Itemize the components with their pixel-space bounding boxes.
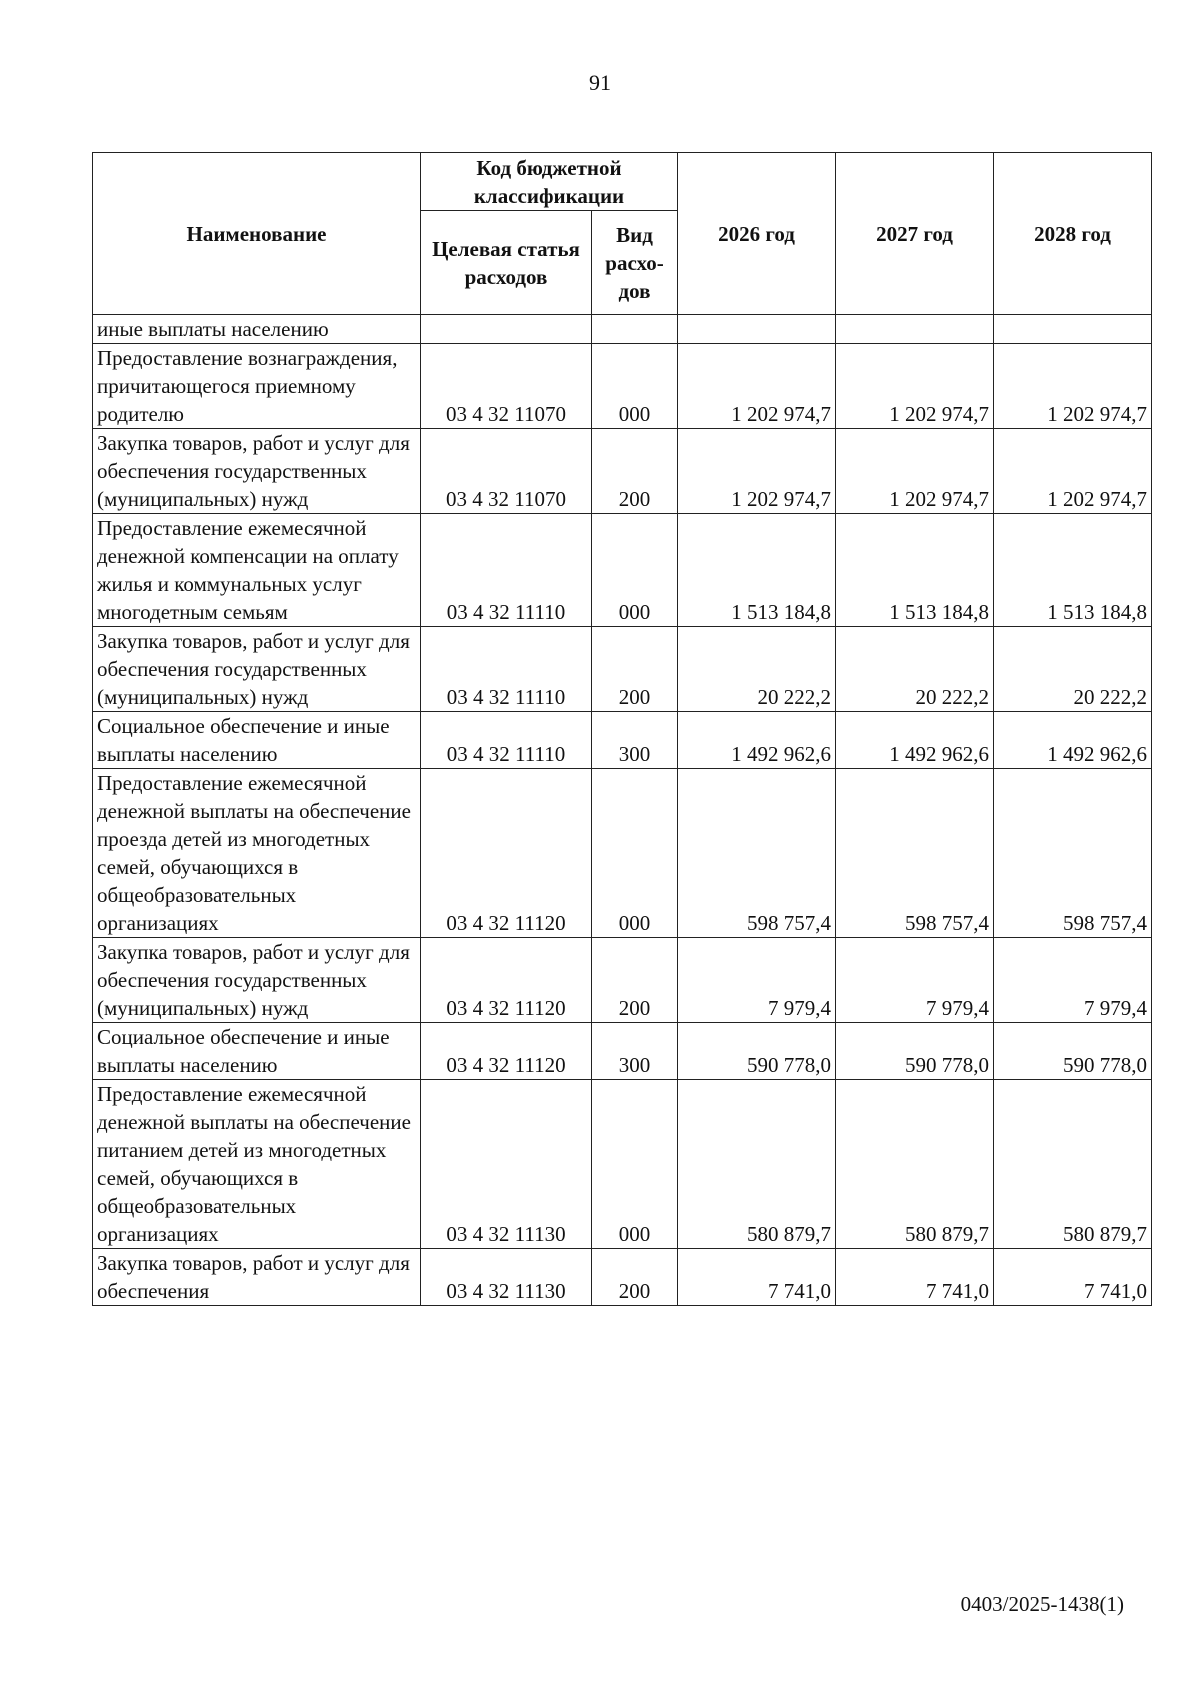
table-row bbox=[93, 429, 1152, 514]
cell-2028: 7 979,4 bbox=[994, 938, 1152, 1023]
table-row bbox=[93, 315, 1152, 344]
cell-target-code: 03 4 32 11120 bbox=[421, 938, 592, 1023]
cell-2028: 580 879,7 bbox=[994, 1080, 1152, 1249]
cell-target-code: 03 4 32 11070 bbox=[421, 344, 592, 429]
cell-expense-kind: 200 bbox=[592, 938, 678, 1023]
cell-name: Социальное обеспечение и иные выплаты населению bbox=[93, 1023, 421, 1080]
cell-name: иные выплаты населению bbox=[93, 315, 421, 344]
table-row bbox=[93, 712, 1152, 769]
cell-expense-kind: 000 bbox=[592, 514, 678, 627]
header-kind: Вид расхо-дов bbox=[592, 211, 678, 315]
document-code: 0403/2025-1438(1) bbox=[960, 1592, 1124, 1616]
table-row bbox=[93, 938, 1152, 1023]
cell-target-code: 03 4 32 11120 bbox=[421, 769, 592, 938]
cell-2028: 7 741,0 bbox=[994, 1249, 1152, 1306]
cell-target-code: 03 4 32 11110 bbox=[421, 627, 592, 712]
cell-2028: 1 492 962,6 bbox=[994, 712, 1152, 769]
budget-table bbox=[92, 152, 1152, 1306]
cell-target-code: 03 4 32 11110 bbox=[421, 514, 592, 627]
cell-2028 bbox=[994, 315, 1152, 344]
cell-2027: 580 879,7 bbox=[836, 1080, 994, 1249]
table-row bbox=[93, 1023, 1152, 1080]
cell-expense-kind: 200 bbox=[592, 627, 678, 712]
cell-name: Социальное обеспечение и иные выплаты населению bbox=[93, 712, 421, 769]
cell-2026: 7 741,0 bbox=[678, 1249, 836, 1306]
cell-target-code: 03 4 32 11070 bbox=[421, 429, 592, 514]
page-number: 91 bbox=[589, 70, 611, 95]
cell-expense-kind: 000 bbox=[592, 769, 678, 938]
cell-2026: 1 492 962,6 bbox=[678, 712, 836, 769]
cell-name: Предоставление ежемесячной денежной компенсации на оплату жилья и коммунальных услуг многодетным семьям bbox=[93, 514, 421, 627]
cell-2028: 590 778,0 bbox=[994, 1023, 1152, 1080]
cell-name: Предоставление ежемесячной денежной выплаты на обеспечение питанием детей из многодетных семей, обучающихся в общеобразовательных организациях bbox=[93, 1080, 421, 1249]
cell-2028: 1 202 974,7 bbox=[994, 429, 1152, 514]
cell-2026: 1 202 974,7 bbox=[678, 344, 836, 429]
table-row bbox=[93, 769, 1152, 938]
cell-2026: 7 979,4 bbox=[678, 938, 836, 1023]
cell-2027: 1 492 962,6 bbox=[836, 712, 994, 769]
cell-2026: 580 879,7 bbox=[678, 1080, 836, 1249]
cell-expense-kind: 300 bbox=[592, 712, 678, 769]
cell-2027: 590 778,0 bbox=[836, 1023, 994, 1080]
header-name: Наименование bbox=[93, 153, 421, 315]
cell-2028: 1 202 974,7 bbox=[994, 344, 1152, 429]
cell-target-code: 03 4 32 11120 bbox=[421, 1023, 592, 1080]
header-kbk: Код бюджетной классификации bbox=[421, 153, 678, 211]
table-row bbox=[93, 1080, 1152, 1249]
cell-2026 bbox=[678, 315, 836, 344]
cell-name: Предоставление вознаграждения, причитающегося приемному родителю bbox=[93, 344, 421, 429]
table-row bbox=[93, 344, 1152, 429]
cell-2027: 598 757,4 bbox=[836, 769, 994, 938]
table-row bbox=[93, 627, 1152, 712]
header-2026: 2026 год bbox=[678, 153, 836, 315]
cell-2028: 1 513 184,8 bbox=[994, 514, 1152, 627]
header-2027: 2027 год bbox=[836, 153, 994, 315]
cell-name: Закупка товаров, работ и услуг для обеспечения государственных (муниципальных) нужд bbox=[93, 938, 421, 1023]
cell-target-code: 03 4 32 11130 bbox=[421, 1249, 592, 1306]
cell-target-code bbox=[421, 315, 592, 344]
cell-2027: 7 741,0 bbox=[836, 1249, 994, 1306]
header-2028: 2028 год bbox=[994, 153, 1152, 315]
cell-2027: 1 202 974,7 bbox=[836, 429, 994, 514]
cell-target-code: 03 4 32 11130 bbox=[421, 1080, 592, 1249]
cell-2027: 7 979,4 bbox=[836, 938, 994, 1023]
header-target: Целевая статья расходов bbox=[421, 211, 592, 315]
table-body bbox=[93, 315, 1152, 1306]
table-row bbox=[93, 1249, 1152, 1306]
cell-expense-kind: 000 bbox=[592, 1080, 678, 1249]
cell-2027: 20 222,2 bbox=[836, 627, 994, 712]
cell-2026: 590 778,0 bbox=[678, 1023, 836, 1080]
cell-2026: 20 222,2 bbox=[678, 627, 836, 712]
cell-2028: 20 222,2 bbox=[994, 627, 1152, 712]
cell-2026: 1 513 184,8 bbox=[678, 514, 836, 627]
cell-expense-kind: 200 bbox=[592, 429, 678, 514]
cell-2027: 1 513 184,8 bbox=[836, 514, 994, 627]
cell-2028: 598 757,4 bbox=[994, 769, 1152, 938]
cell-target-code: 03 4 32 11110 bbox=[421, 712, 592, 769]
cell-2026: 1 202 974,7 bbox=[678, 429, 836, 514]
cell-expense-kind bbox=[592, 315, 678, 344]
cell-name: Закупка товаров, работ и услуг для обеспечения государственных (муниципальных) нужд bbox=[93, 627, 421, 712]
cell-2027: 1 202 974,7 bbox=[836, 344, 994, 429]
cell-name: Закупка товаров, работ и услуг для обеспечения государственных (муниципальных) нужд bbox=[93, 429, 421, 514]
cell-2026: 598 757,4 bbox=[678, 769, 836, 938]
cell-expense-kind: 300 bbox=[592, 1023, 678, 1080]
table-row bbox=[93, 514, 1152, 627]
cell-expense-kind: 200 bbox=[592, 1249, 678, 1306]
cell-2027 bbox=[836, 315, 994, 344]
cell-name: Закупка товаров, работ и услуг для обеспечения bbox=[93, 1249, 421, 1306]
cell-expense-kind: 000 bbox=[592, 344, 678, 429]
cell-name: Предоставление ежемесячной денежной выплаты на обеспечение проезда детей из многодетных семей, обучающихся в общеобразовательных организациях bbox=[93, 769, 421, 938]
